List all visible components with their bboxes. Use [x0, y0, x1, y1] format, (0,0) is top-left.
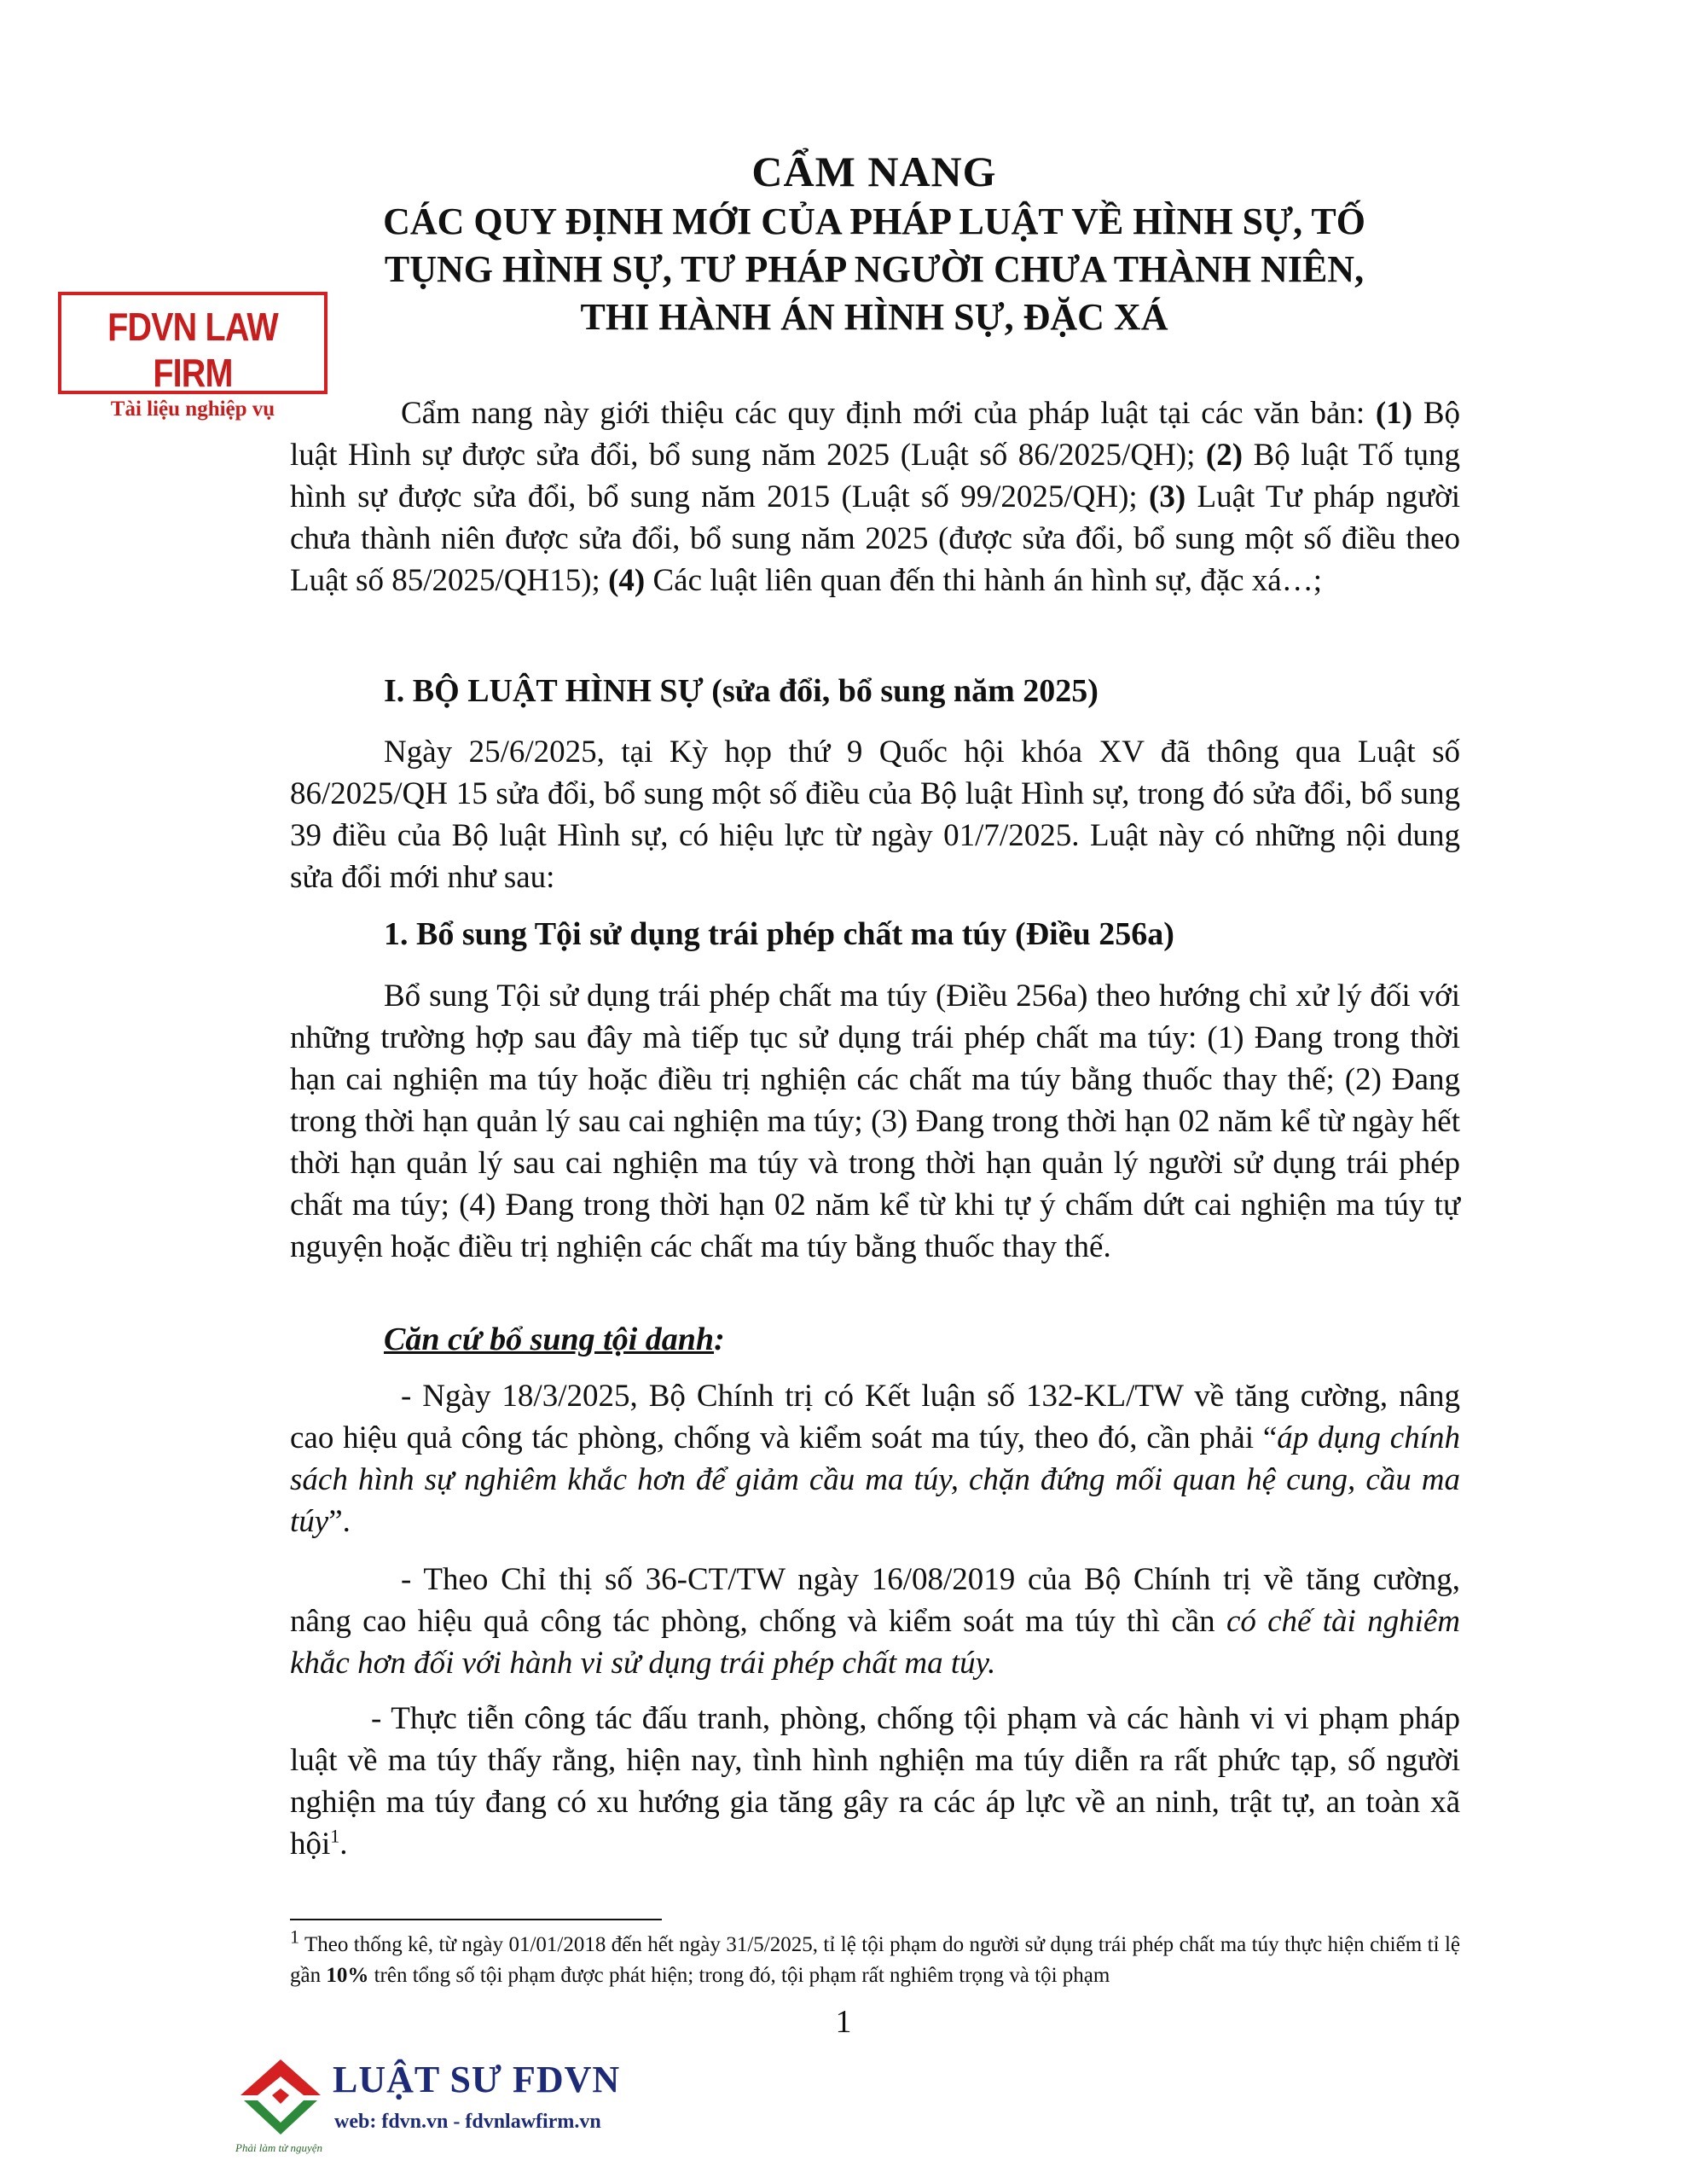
footnote-divider [290, 1919, 662, 1920]
section-intro-text: Ngày 25/6/2025, tại Kỳ họp thứ 9 Quốc hội khóa XV đã thông qua Luật số 86/2025/QH 15 sửa đổi, bổ sung một số điều của Bộ luật Hình sự, trong đó sửa đổi, bổ sung 39 điều của Bộ luật Hình sự, có hiệu lực từ ngày 01/7/2025. Luật này có những nội dung sửa đổi mới như sau: [290, 735, 1460, 895]
intro-text-2: Bộ luật Tố tụng hình sự được sửa đổi, bổ sung năm 2015 (Luật số 99/2025/QH); [290, 438, 1461, 514]
basis-1-end: ”. [328, 1504, 351, 1539]
intro-number-1: (1) [1375, 396, 1413, 431]
basis-heading [384, 1318, 725, 1361]
footer-logo [234, 2051, 643, 2162]
basis-heading-text: Căn cứ bổ sung tội danh [384, 1321, 715, 1357]
title-main: CẨM NANG [751, 148, 997, 195]
footnote [290, 1926, 1460, 1991]
footnote-mark: 1 [290, 1926, 299, 1948]
subsection-heading: 1. Bổ sung Tội sử dụng trái phép chất ma túy (Điều 256a) [384, 916, 1174, 952]
basis-item-3 [290, 1698, 1460, 1865]
basis-1-quote: áp dụng chính sách hình sự nghiêm khắc hơn để giảm cầu ma túy, chặn đứng mối quan hệ cung, cầu ma túy [290, 1420, 1460, 1539]
basis-2-italic: có chế tài nghiêm khắc hơn đối với hành vi sử dụng trái phép chất ma túy. [290, 1604, 1460, 1681]
title-line-1: CÁC QUY ĐỊNH MỚI CỦA PHÁP LUẬT VỀ HÌNH SỰ, TỐ [383, 200, 1365, 242]
document-title [256, 145, 1493, 341]
subsection-text: Bổ sung Tội sử dụng trái phép chất ma túy (Điều 256a) theo hướng chỉ xử lý đối với những trường hợp sau đây mà tiếp tục sử dụng trái phép chất ma túy: (1) Đang trong thời hạn cai nghiện ma túy hoặc điều trị nghiện các chất ma túy bằng thuốc thay thế; (2) Đang trong thời hạn quản lý sau cai nghiện ma túy; (3) Đang trong thời hạn 02 năm kể từ ngày hết thời hạn quản lý sau cai nghiện ma túy và trong thời hạn quản lý người sử dụng trái phép chất ma túy; (4) Đang trong thời hạn 02 năm kể từ khi tự ý chấm dứt cai nghiện ma túy tự nguyện hoặc điều trị nghiện các chất ma túy bằng thuốc thay thế. [290, 979, 1460, 1264]
title-line-3: THI HÀNH ÁN HÌNH SỰ, ĐẶC XÁ [580, 296, 1168, 338]
footer-website[interactable]: web: fdvn.vn - fdvnlawfirm.vn [334, 2111, 601, 2133]
basis-heading-colon: : [714, 1321, 725, 1357]
basis-item-2 [290, 1559, 1460, 1684]
footer-tagline: Phải làm tử nguyện [235, 2141, 323, 2154]
basis-3-text: - Thực tiễn công tác đấu tranh, phòng, chống tội phạm và các hành vi vi phạm pháp luật về ma túy thấy rằng, hiện nay, tình hình nghiện ma túy diễn ra rất phức tạp, số người nghiện ma túy đang có xu hướng gia tăng gây ra các áp lực về an ninh, trật tự, an toàn xã hội [290, 1701, 1460, 1862]
intro-lead: Cẩm nang này giới thiệu các quy định mới của pháp luật tại các văn bản: [401, 396, 1376, 431]
intro-text-3: Luật Tư pháp người chưa thành niên được sửa đổi, bổ sung năm 2025 (được sửa đổi, bổ sung một số điều theo Luật số 85/2025/QH15); [290, 479, 1460, 598]
stamp-subtitle: Tài liệu nghiệp vụ [110, 398, 275, 421]
stamp-title: FDVN LAW FIRM [107, 305, 278, 395]
intro-paragraph [290, 392, 1460, 601]
footnote-text-b: trên tổng số tội phạm được phát hiện; trong đó, tội phạm rất nghiêm trọng và tội phạm [368, 1964, 1110, 1987]
basis-item-1 [290, 1375, 1460, 1542]
intro-number-4: (4) [608, 563, 646, 598]
footnote-reference[interactable]: 1 [330, 1825, 340, 1847]
intro-text-1: Bộ luật Hình sự được sửa đổi, bổ sung năm 2025 (Luật số 86/2025/QH); [290, 396, 1460, 473]
basis-3-end: . [339, 1827, 348, 1862]
fdvn-logo-icon [234, 2051, 328, 2140]
intro-number-2: (2) [1205, 438, 1244, 473]
title-line-2: TỤNG HÌNH SỰ, TƯ PHÁP NGƯỜI CHƯA THÀNH NIÊN, [384, 248, 1365, 290]
intro-number-3: (3) [1149, 479, 1186, 514]
section-heading: I. BỘ LUẬT HÌNH SỰ (sửa đổi, bổ sung năm 2025) [384, 673, 1099, 709]
basis-1-text: - Ngày 18/3/2025, Bộ Chính trị có Kết luận số 132-KL/TW về tăng cường, nâng cao hiệu quả công tác phòng, chống và kiểm soát ma túy, theo đó, cần phải “ [290, 1379, 1460, 1455]
firm-stamp [58, 292, 328, 421]
page-number: 1 [835, 2004, 852, 2040]
footnote-text-a: Theo thống kê, từ ngày 01/01/2018 đến hết ngày 31/5/2025, tỉ lệ tội phạm do người sử dụng trái phép chất ma túy thực hiện chiếm tỉ lệ gần [290, 1933, 1460, 1987]
intro-text-4: Các luật liên quan đến thi hành án hình sự, đặc xá…; [645, 563, 1322, 598]
section-paragraph [290, 731, 1460, 898]
subsection-paragraph [290, 975, 1460, 1268]
footer-brand: LUẬT SƯ FDVN [333, 2059, 621, 2100]
footnote-bold: 10% [326, 1964, 369, 1987]
basis-2-text: - Theo Chỉ thị số 36-CT/TW ngày 16/08/2019 của Bộ Chính trị về tăng cường, nâng cao hiệu quả công tác phòng, chống và kiểm soát ma túy thì cần [290, 1562, 1460, 1639]
